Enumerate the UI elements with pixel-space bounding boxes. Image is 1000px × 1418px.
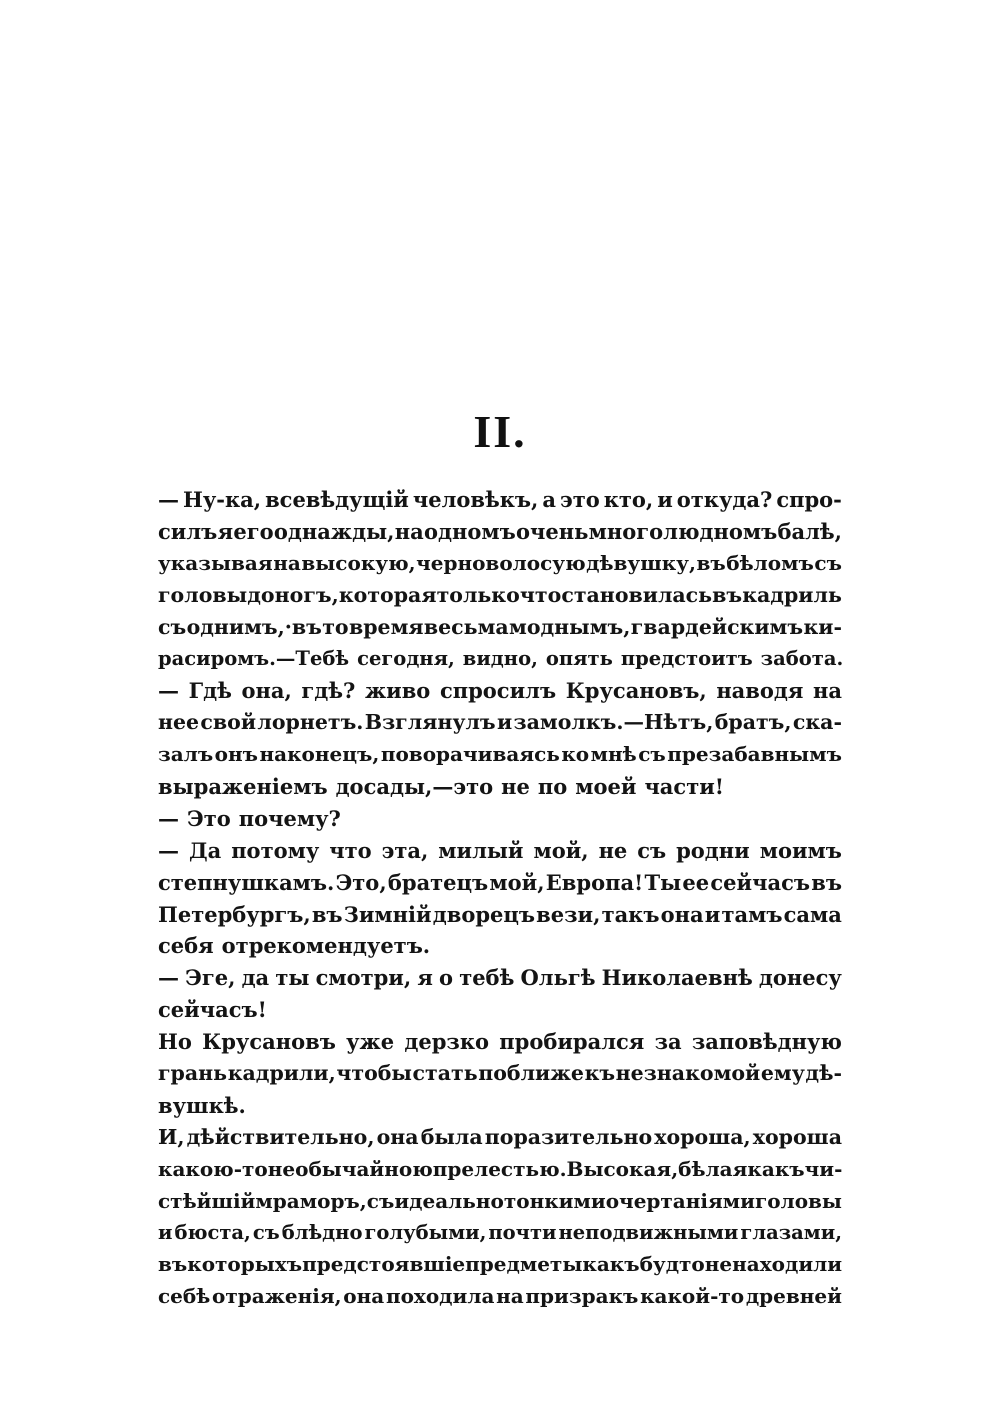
text-line: — Эге, да ты смотри, я о тебѣ Ольгѣ Николаевнѣ донесу bbox=[158, 965, 842, 991]
text-line: силъ я его однажды, на одномъ очень многолюдномъ балѣ, bbox=[158, 518, 842, 544]
text-line: себѣ отраженія, она походила на призракъ какой-то древней bbox=[158, 1284, 842, 1309]
text-line: головы до ногъ, которая только что становилась въ кадриль bbox=[158, 582, 842, 607]
text-line: и бюста, съ блѣдно голубыми, почти неподвижными глазами, bbox=[158, 1221, 842, 1245]
text-line: — Ну-ка, всевѣдущій человѣкъ, а это кто, и откуда? спро- bbox=[158, 487, 842, 512]
text-line: указывая на высокую, черноволосую дѣвушку, въ бѣломъ съ bbox=[158, 550, 842, 575]
text-line: нее свой лорнетъ. Взглянулъ и замолкъ.—Нѣтъ, братъ, ска- bbox=[158, 710, 842, 735]
text-line: какою-то необычайною прелестью. Высокая, бѣлая какъ чи- bbox=[158, 1156, 843, 1181]
text-line: стѣйшій мраморъ, съ идеально тонкими очертаніями головы bbox=[158, 1188, 842, 1213]
text-line: съ однимъ,·въ то время весьма моднымъ, гвардейскимъ ки- bbox=[158, 614, 842, 639]
text-line: выраженіемъ досады,—это не по моей части! bbox=[158, 774, 725, 800]
text-line: Но Крусановъ уже дерзко пробирался за заповѣдную bbox=[158, 1029, 842, 1055]
text-line: сейчасъ! bbox=[158, 997, 267, 1023]
text-line: — Гдѣ она, гдѣ? живо спросилъ Крусановъ, наводя на bbox=[158, 678, 842, 704]
text-line: Петербургъ, въ Зимній дворецъ вези, такъ она и тамъ сама bbox=[158, 901, 842, 927]
text-line: И, дѣйствительно, она была поразительно хороша, хороша bbox=[158, 1124, 842, 1149]
text-line: — Да потому что эта, милый мой, не съ родни моимъ bbox=[158, 837, 842, 863]
text-line: въ которыхъ предстоявшіе предметы какъ будто не находили bbox=[158, 1252, 843, 1277]
text-line: залъ онъ наконецъ, поворачиваясь ко мнѣ съ презабавнымъ bbox=[158, 742, 842, 767]
text-line: себя отрекомендуетъ. bbox=[158, 933, 431, 959]
text-line: грань кадрили, чтобы стать поближе къ незнакомой ему дѣ- bbox=[158, 1061, 842, 1086]
text-line: степнушкамъ. Это, братецъ мой, Европа! Ты ее сейчасъ въ bbox=[158, 869, 842, 895]
body-text bbox=[158, 484, 842, 1313]
text-line: вушкѣ. bbox=[158, 1092, 246, 1118]
chapter-heading: II. bbox=[473, 406, 527, 457]
text-line: — Это почему? bbox=[158, 805, 341, 831]
text-line: расиромъ.—Тебѣ сегодня, видно, опять предстоитъ забота. bbox=[158, 647, 844, 671]
